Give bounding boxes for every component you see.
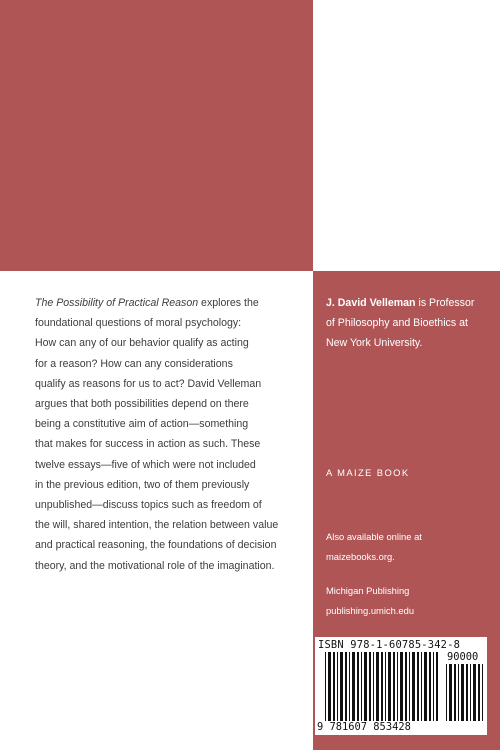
barcode-addon-number: 90000 bbox=[447, 651, 479, 663]
author-bio-line: of Philosophy and Bioethics at bbox=[326, 317, 468, 330]
blurb-line: that makes for success in action as such. These bbox=[35, 438, 261, 451]
publisher-name: Michigan Publishing bbox=[326, 585, 410, 596]
isbn-text: ISBN 978-1-60785-342-8 bbox=[318, 639, 461, 651]
blurb-line: twelve essays—five of which were not included bbox=[35, 458, 256, 471]
blurb-line: the will, shared intention, the relation between value bbox=[35, 519, 279, 532]
blurb-line: unpublished—discuss topics such as freedom of bbox=[35, 499, 262, 512]
blurb-line: argues that both possibilities depend on there bbox=[35, 398, 249, 411]
blurb-line: being a constitutive aim of action—something bbox=[35, 418, 249, 431]
author-name: J. David Velleman bbox=[326, 297, 416, 309]
blurb-line: qualify as reasons for us to act? David Velleman bbox=[35, 377, 262, 390]
imprint-label: A MAIZE BOOK bbox=[326, 467, 410, 478]
author-bio bbox=[326, 293, 488, 354]
availability-note bbox=[326, 527, 486, 567]
cover-color-block bbox=[0, 0, 313, 271]
isbn-barcode bbox=[315, 637, 487, 735]
barcode-digits: 9 781607 853428 bbox=[317, 721, 411, 733]
book-title: The Possibility of Practical Reason bbox=[35, 297, 199, 309]
availability-text: Also available online at bbox=[326, 531, 422, 542]
author-bio-line: New York University. bbox=[326, 337, 423, 350]
blurb-line: theory, and the motivational role of the imagination. bbox=[35, 559, 275, 572]
blurb-line: foundational questions of moral psychology: bbox=[35, 317, 242, 330]
blurb-line: for a reason? How can any considerations bbox=[35, 357, 233, 370]
blurb-line: How can any of our behavior qualify as acting bbox=[35, 337, 249, 350]
publisher-url[interactable]: publishing.umich.edu bbox=[326, 605, 415, 616]
availability-link[interactable]: maizebooks.org. bbox=[326, 551, 395, 562]
blurb-line: and practical reasoning, the foundations of decision bbox=[35, 539, 277, 552]
blurb-line: explores the bbox=[198, 297, 259, 309]
book-description bbox=[35, 293, 297, 576]
author-bio-line: is Professor bbox=[415, 297, 475, 309]
blurb-line: in the previous edition, two of them previously bbox=[35, 478, 250, 491]
publisher-info bbox=[326, 581, 486, 621]
